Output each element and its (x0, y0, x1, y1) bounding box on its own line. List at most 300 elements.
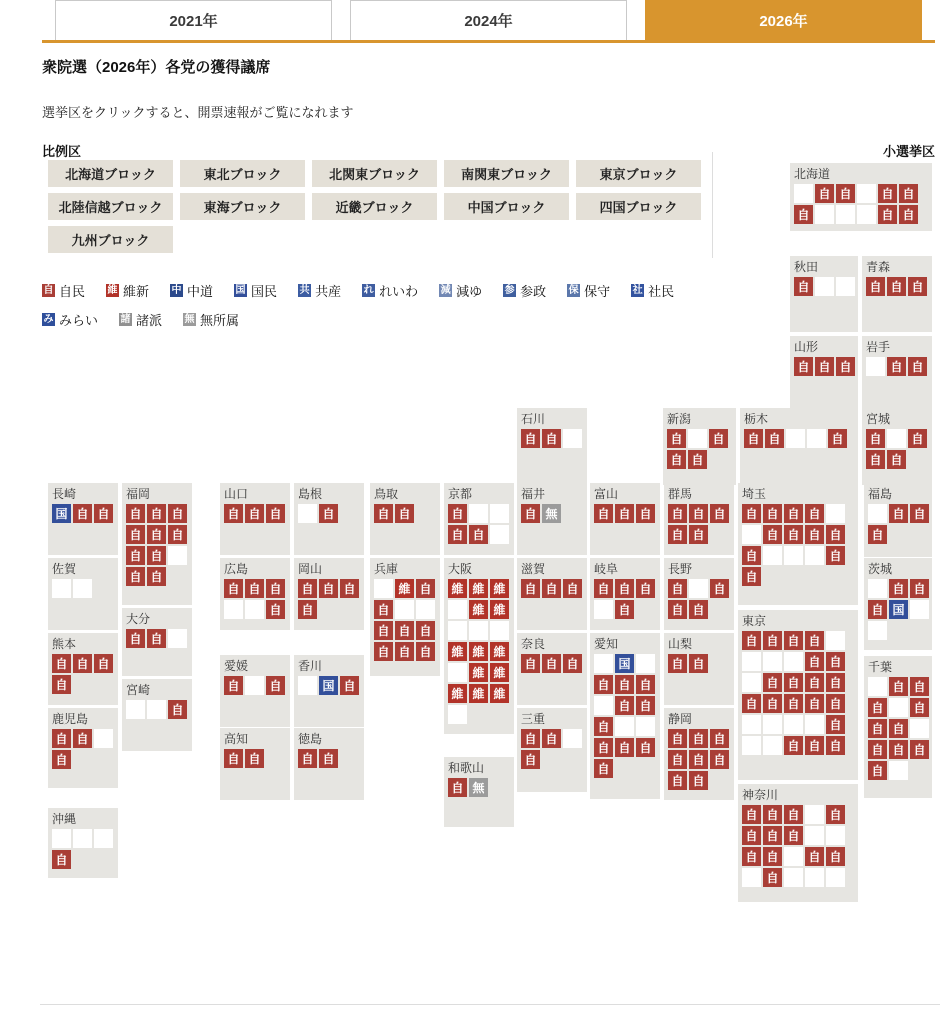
district-seat-undecided[interactable] (826, 826, 845, 845)
district-seat-undecided[interactable] (688, 429, 707, 448)
district-seat-自民[interactable]: 自 (784, 805, 803, 824)
prefecture-和歌山[interactable] (444, 757, 514, 827)
district-seat-自民[interactable]: 自 (615, 738, 634, 757)
district-seat-undecided[interactable] (73, 579, 92, 598)
district-seat-自民[interactable]: 自 (298, 579, 317, 598)
prefecture-佐賀[interactable] (48, 558, 118, 630)
district-seat-自民[interactable]: 自 (763, 525, 782, 544)
district-seat-自民[interactable]: 自 (866, 277, 885, 296)
district-seat-自民[interactable]: 自 (266, 504, 285, 523)
prefecture-新潟[interactable] (663, 408, 736, 485)
district-seat-国民[interactable]: 国 (319, 676, 338, 695)
district-seat-自民[interactable]: 自 (73, 654, 92, 673)
district-seat-自民[interactable]: 自 (126, 567, 145, 586)
prefecture-山形[interactable] (790, 336, 858, 412)
district-seat-undecided[interactable] (94, 729, 113, 748)
district-seat-自民[interactable]: 自 (374, 504, 393, 523)
district-seat-undecided[interactable] (742, 868, 761, 887)
district-seat-自民[interactable]: 自 (826, 525, 845, 544)
district-seat-自民[interactable]: 自 (805, 847, 824, 866)
district-seat-自民[interactable]: 自 (889, 740, 908, 759)
district-seat-自民[interactable]: 自 (710, 750, 729, 769)
district-seat-自民[interactable]: 自 (594, 579, 613, 598)
district-seat-自民[interactable]: 自 (899, 184, 918, 203)
district-seat-自民[interactable]: 自 (742, 631, 761, 650)
district-seat-undecided[interactable] (868, 677, 887, 696)
district-seat-自民[interactable]: 自 (615, 600, 634, 619)
district-seat-undecided[interactable] (815, 205, 834, 224)
prefecture-福井[interactable] (517, 483, 587, 555)
prefecture-島根[interactable] (294, 483, 364, 555)
district-seat-自民[interactable]: 自 (878, 184, 897, 203)
district-seat-自民[interactable]: 自 (887, 357, 906, 376)
prefecture-愛媛[interactable] (220, 655, 290, 727)
district-seat-自民[interactable]: 自 (374, 621, 393, 640)
district-seat-維新[interactable]: 維 (490, 642, 509, 661)
district-seat-自民[interactable]: 自 (521, 579, 540, 598)
district-seat-undecided[interactable] (490, 621, 509, 640)
district-seat-自民[interactable]: 自 (448, 525, 467, 544)
district-seat-自民[interactable]: 自 (889, 579, 908, 598)
prefecture-千葉[interactable] (864, 656, 932, 798)
district-seat-自民[interactable]: 自 (836, 357, 855, 376)
district-seat-undecided[interactable] (805, 826, 824, 845)
district-seat-自民[interactable]: 自 (866, 450, 885, 469)
district-seat-undecided[interactable] (826, 504, 845, 523)
district-seat-自民[interactable]: 自 (147, 525, 166, 544)
district-seat-自民[interactable]: 自 (784, 525, 803, 544)
district-seat-undecided[interactable] (784, 546, 803, 565)
district-seat-undecided[interactable] (805, 805, 824, 824)
district-seat-自民[interactable]: 自 (784, 826, 803, 845)
district-seat-undecided[interactable] (73, 829, 92, 848)
prefecture-鳥取[interactable] (370, 483, 440, 555)
district-seat-undecided[interactable] (836, 277, 855, 296)
district-seat-自民[interactable]: 自 (52, 850, 71, 869)
district-seat-自民[interactable]: 自 (899, 205, 918, 224)
district-seat-自民[interactable]: 自 (826, 546, 845, 565)
prefecture-奈良[interactable] (517, 633, 587, 705)
prefecture-滋賀[interactable] (517, 558, 587, 630)
district-seat-自民[interactable]: 自 (910, 579, 929, 598)
district-seat-自民[interactable]: 自 (826, 805, 845, 824)
district-seat-自民[interactable]: 自 (636, 738, 655, 757)
district-seat-undecided[interactable] (469, 621, 488, 640)
district-seat-自民[interactable]: 自 (826, 736, 845, 755)
district-seat-undecided[interactable] (805, 546, 824, 565)
district-seat-自民[interactable]: 自 (374, 600, 393, 619)
district-seat-自民[interactable]: 自 (168, 525, 187, 544)
district-seat-undecided[interactable] (742, 736, 761, 755)
district-seat-自民[interactable]: 自 (147, 567, 166, 586)
pr-block-button[interactable]: 北関東ブロック (312, 160, 437, 187)
district-seat-自民[interactable]: 自 (542, 729, 561, 748)
tab-2021[interactable]: 2021年 (55, 0, 332, 40)
district-seat-自民[interactable]: 自 (168, 700, 187, 719)
district-seat-undecided[interactable] (763, 652, 782, 671)
district-seat-自民[interactable]: 自 (416, 579, 435, 598)
prefecture-茨城[interactable] (864, 558, 932, 650)
district-seat-自民[interactable]: 自 (615, 675, 634, 694)
district-seat-自民[interactable]: 自 (689, 525, 708, 544)
district-seat-維新[interactable]: 維 (490, 600, 509, 619)
district-seat-自民[interactable]: 自 (710, 504, 729, 523)
pr-block-button[interactable]: 東京ブロック (576, 160, 701, 187)
prefecture-京都[interactable] (444, 483, 514, 555)
prefecture-栃木[interactable] (740, 408, 858, 485)
district-seat-undecided[interactable] (689, 579, 708, 598)
district-seat-自民[interactable]: 自 (636, 504, 655, 523)
district-seat-undecided[interactable] (742, 673, 761, 692)
district-seat-自民[interactable]: 自 (826, 673, 845, 692)
pr-block-button[interactable]: 南関東ブロック (444, 160, 569, 187)
district-seat-自民[interactable]: 自 (689, 771, 708, 790)
district-seat-自民[interactable]: 自 (765, 429, 784, 448)
district-seat-自民[interactable]: 自 (836, 184, 855, 203)
district-seat-undecided[interactable] (826, 868, 845, 887)
pr-block-button[interactable]: 北海道ブロック (48, 160, 173, 187)
district-seat-自民[interactable]: 自 (52, 675, 71, 694)
district-seat-自民[interactable]: 自 (594, 738, 613, 757)
district-seat-自民[interactable]: 自 (126, 629, 145, 648)
district-seat-維新[interactable]: 維 (469, 663, 488, 682)
district-seat-undecided[interactable] (866, 357, 885, 376)
prefecture-山梨[interactable] (664, 633, 734, 705)
district-seat-自民[interactable]: 自 (878, 205, 897, 224)
district-seat-自民[interactable]: 自 (448, 778, 467, 797)
prefecture-熊本[interactable] (48, 633, 118, 705)
pr-block-button[interactable]: 四国ブロック (576, 193, 701, 220)
prefecture-宮崎[interactable] (122, 679, 192, 751)
district-seat-自民[interactable]: 自 (826, 847, 845, 866)
prefecture-長崎[interactable] (48, 483, 118, 555)
district-seat-自民[interactable]: 自 (868, 600, 887, 619)
district-seat-自民[interactable]: 自 (126, 525, 145, 544)
prefecture-埼玉[interactable] (738, 483, 858, 605)
district-seat-自民[interactable]: 自 (908, 277, 927, 296)
district-seat-自民[interactable]: 自 (784, 504, 803, 523)
district-seat-自民[interactable]: 自 (784, 673, 803, 692)
district-seat-維新[interactable]: 維 (490, 579, 509, 598)
district-seat-undecided[interactable] (94, 829, 113, 848)
district-seat-自民[interactable]: 自 (889, 719, 908, 738)
district-seat-自民[interactable]: 自 (742, 567, 761, 586)
district-seat-自民[interactable]: 自 (298, 749, 317, 768)
district-seat-維新[interactable]: 維 (469, 684, 488, 703)
district-seat-自民[interactable]: 自 (73, 729, 92, 748)
district-seat-undecided[interactable] (147, 700, 166, 719)
district-seat-自民[interactable]: 自 (868, 740, 887, 759)
district-seat-自民[interactable]: 自 (668, 525, 687, 544)
prefecture-群馬[interactable] (664, 483, 734, 555)
district-seat-自民[interactable]: 自 (710, 579, 729, 598)
district-seat-自民[interactable]: 自 (887, 277, 906, 296)
district-seat-undecided[interactable] (910, 719, 929, 738)
district-seat-undecided[interactable] (742, 715, 761, 734)
tab-2024[interactable]: 2024年 (350, 0, 627, 40)
district-seat-自民[interactable]: 自 (594, 759, 613, 778)
prefecture-福岡[interactable] (122, 483, 192, 605)
district-seat-undecided[interactable] (469, 504, 488, 523)
district-seat-自民[interactable]: 自 (763, 504, 782, 523)
district-seat-自民[interactable]: 自 (224, 504, 243, 523)
district-seat-自民[interactable]: 自 (168, 504, 187, 523)
district-seat-自民[interactable]: 自 (763, 847, 782, 866)
district-seat-自民[interactable]: 自 (521, 654, 540, 673)
prefecture-愛知[interactable] (590, 633, 660, 799)
district-seat-維新[interactable]: 維 (448, 684, 467, 703)
district-seat-自民[interactable]: 自 (868, 719, 887, 738)
district-seat-undecided[interactable] (224, 600, 243, 619)
district-seat-自民[interactable]: 自 (784, 694, 803, 713)
district-seat-自民[interactable]: 自 (147, 546, 166, 565)
district-seat-自民[interactable]: 自 (319, 579, 338, 598)
district-seat-自民[interactable]: 自 (319, 504, 338, 523)
district-seat-自民[interactable]: 自 (763, 694, 782, 713)
district-seat-自民[interactable]: 自 (668, 600, 687, 619)
district-seat-undecided[interactable] (168, 629, 187, 648)
district-seat-自民[interactable]: 自 (416, 642, 435, 661)
district-seat-自民[interactable]: 自 (94, 654, 113, 673)
district-seat-自民[interactable]: 自 (374, 642, 393, 661)
district-seat-自民[interactable]: 自 (224, 676, 243, 695)
district-seat-自民[interactable]: 自 (826, 694, 845, 713)
district-seat-undecided[interactable] (448, 663, 467, 682)
district-seat-undecided[interactable] (887, 429, 906, 448)
district-seat-undecided[interactable] (889, 761, 908, 780)
district-seat-自民[interactable]: 自 (910, 504, 929, 523)
prefecture-福島[interactable] (864, 483, 932, 557)
district-seat-維新[interactable]: 維 (395, 579, 414, 598)
district-seat-自民[interactable]: 自 (245, 504, 264, 523)
district-seat-undecided[interactable] (868, 504, 887, 523)
district-seat-自民[interactable]: 自 (147, 504, 166, 523)
district-seat-自民[interactable]: 自 (126, 546, 145, 565)
district-seat-自民[interactable]: 自 (805, 736, 824, 755)
tab-2026[interactable]: 2026年 (645, 0, 922, 40)
district-seat-自民[interactable]: 自 (689, 729, 708, 748)
district-seat-自民[interactable]: 自 (73, 504, 92, 523)
district-seat-undecided[interactable] (742, 652, 761, 671)
district-seat-自民[interactable]: 自 (615, 696, 634, 715)
district-seat-自民[interactable]: 自 (887, 450, 906, 469)
district-seat-自民[interactable]: 自 (868, 761, 887, 780)
district-seat-自民[interactable]: 自 (615, 579, 634, 598)
district-seat-自民[interactable]: 自 (709, 429, 728, 448)
district-seat-自民[interactable]: 自 (908, 357, 927, 376)
district-seat-自民[interactable]: 自 (710, 729, 729, 748)
district-seat-自民[interactable]: 自 (794, 205, 813, 224)
district-seat-自民[interactable]: 自 (910, 698, 929, 717)
district-seat-自民[interactable]: 自 (298, 600, 317, 619)
district-seat-自民[interactable]: 自 (521, 729, 540, 748)
district-seat-自民[interactable]: 自 (542, 654, 561, 673)
pr-block-button[interactable]: 北陸信越ブロック (48, 193, 173, 220)
prefecture-岐阜[interactable] (590, 558, 660, 630)
prefecture-大阪[interactable] (444, 558, 514, 734)
district-seat-自民[interactable]: 自 (742, 546, 761, 565)
district-seat-自民[interactable]: 自 (742, 504, 761, 523)
district-seat-undecided[interactable] (490, 504, 509, 523)
prefecture-北海道[interactable] (790, 163, 932, 231)
district-seat-自民[interactable]: 自 (636, 675, 655, 694)
prefecture-青森[interactable] (862, 256, 932, 332)
district-seat-自民[interactable]: 自 (416, 621, 435, 640)
prefecture-大分[interactable] (122, 608, 192, 676)
district-seat-自民[interactable]: 自 (742, 694, 761, 713)
district-seat-自民[interactable]: 自 (763, 805, 782, 824)
prefecture-長野[interactable] (664, 558, 734, 630)
prefecture-神奈川[interactable] (738, 784, 858, 902)
district-seat-自民[interactable]: 自 (910, 740, 929, 759)
district-seat-自民[interactable]: 自 (395, 504, 414, 523)
district-seat-自民[interactable]: 自 (319, 749, 338, 768)
district-seat-自民[interactable]: 自 (395, 621, 414, 640)
district-seat-undecided[interactable] (857, 205, 876, 224)
pr-block-button[interactable]: 中国ブロック (444, 193, 569, 220)
district-seat-自民[interactable]: 自 (395, 642, 414, 661)
district-seat-自民[interactable]: 自 (667, 429, 686, 448)
district-seat-自民[interactable]: 自 (763, 868, 782, 887)
district-seat-維新[interactable]: 維 (469, 579, 488, 598)
district-seat-undecided[interactable] (168, 546, 187, 565)
district-seat-自民[interactable]: 自 (668, 729, 687, 748)
district-seat-自民[interactable]: 自 (521, 429, 540, 448)
district-seat-undecided[interactable] (636, 717, 655, 736)
district-seat-自民[interactable]: 自 (815, 184, 834, 203)
prefecture-富山[interactable] (590, 483, 660, 555)
district-seat-undecided[interactable] (826, 631, 845, 650)
district-seat-自民[interactable]: 自 (266, 579, 285, 598)
district-seat-undecided[interactable] (298, 504, 317, 523)
district-seat-undecided[interactable] (868, 579, 887, 598)
district-seat-自民[interactable]: 自 (52, 729, 71, 748)
prefecture-静岡[interactable] (664, 708, 734, 800)
prefecture-東京[interactable] (738, 610, 858, 780)
district-seat-undecided[interactable] (742, 525, 761, 544)
pr-block-button[interactable]: 東海ブロック (180, 193, 305, 220)
district-seat-自民[interactable]: 自 (815, 357, 834, 376)
district-seat-自民[interactable]: 自 (794, 357, 813, 376)
district-seat-自民[interactable]: 自 (784, 631, 803, 650)
district-seat-国民[interactable]: 国 (615, 654, 634, 673)
district-seat-自民[interactable]: 自 (469, 525, 488, 544)
district-seat-自民[interactable]: 自 (805, 673, 824, 692)
district-seat-undecided[interactable] (763, 546, 782, 565)
district-seat-自民[interactable]: 自 (636, 579, 655, 598)
prefecture-兵庫[interactable] (370, 558, 440, 676)
district-seat-自民[interactable]: 自 (910, 677, 929, 696)
district-seat-維新[interactable]: 維 (469, 642, 488, 661)
district-seat-undecided[interactable] (784, 847, 803, 866)
prefecture-徳島[interactable] (294, 728, 364, 800)
district-seat-自民[interactable]: 自 (615, 504, 634, 523)
district-seat-自民[interactable]: 自 (689, 654, 708, 673)
prefecture-沖縄[interactable] (48, 808, 118, 878)
district-seat-undecided[interactable] (805, 868, 824, 887)
pr-block-button[interactable]: 近畿ブロック (312, 193, 437, 220)
district-seat-undecided[interactable] (594, 600, 613, 619)
district-seat-自民[interactable]: 自 (594, 675, 613, 694)
prefecture-石川[interactable] (517, 408, 587, 485)
district-seat-自民[interactable]: 自 (805, 504, 824, 523)
district-seat-undecided[interactable] (784, 868, 803, 887)
prefecture-香川[interactable] (294, 655, 364, 727)
district-seat-自民[interactable]: 自 (340, 676, 359, 695)
district-seat-undecided[interactable] (416, 600, 435, 619)
district-seat-undecided[interactable] (868, 621, 887, 640)
district-seat-自民[interactable]: 自 (805, 525, 824, 544)
district-seat-undecided[interactable] (245, 600, 264, 619)
district-seat-undecided[interactable] (52, 829, 71, 848)
district-seat-undecided[interactable] (763, 715, 782, 734)
district-seat-undecided[interactable] (763, 736, 782, 755)
district-seat-自民[interactable]: 自 (668, 654, 687, 673)
district-seat-自民[interactable]: 自 (742, 826, 761, 845)
district-seat-自民[interactable]: 自 (147, 629, 166, 648)
district-seat-undecided[interactable] (563, 429, 582, 448)
district-seat-自民[interactable]: 自 (52, 750, 71, 769)
pr-block-button[interactable]: 東北ブロック (180, 160, 305, 187)
district-seat-自民[interactable]: 自 (763, 826, 782, 845)
district-seat-自民[interactable]: 自 (521, 504, 540, 523)
district-seat-自民[interactable]: 自 (689, 750, 708, 769)
prefecture-広島[interactable] (220, 558, 290, 630)
district-seat-undecided[interactable] (245, 676, 264, 695)
district-seat-undecided[interactable] (448, 600, 467, 619)
district-seat-undecided[interactable] (563, 729, 582, 748)
district-seat-undecided[interactable] (805, 715, 824, 734)
district-seat-undecided[interactable] (448, 621, 467, 640)
district-seat-自民[interactable]: 自 (94, 504, 113, 523)
district-seat-自民[interactable]: 自 (521, 750, 540, 769)
district-seat-自民[interactable]: 自 (828, 429, 847, 448)
district-seat-自民[interactable]: 自 (688, 450, 707, 469)
district-seat-自民[interactable]: 自 (889, 677, 908, 696)
district-seat-undecided[interactable] (807, 429, 826, 448)
district-seat-undecided[interactable] (784, 652, 803, 671)
district-seat-自民[interactable]: 自 (52, 654, 71, 673)
prefecture-鹿児島[interactable] (48, 708, 118, 788)
district-seat-undecided[interactable] (298, 676, 317, 695)
district-seat-自民[interactable]: 自 (563, 654, 582, 673)
district-seat-自民[interactable]: 自 (266, 676, 285, 695)
district-seat-維新[interactable]: 維 (469, 600, 488, 619)
district-seat-自民[interactable]: 自 (763, 673, 782, 692)
district-seat-自民[interactable]: 自 (636, 696, 655, 715)
district-seat-undecided[interactable] (786, 429, 805, 448)
district-seat-undecided[interactable] (794, 184, 813, 203)
district-seat-自民[interactable]: 自 (763, 631, 782, 650)
district-seat-undecided[interactable] (636, 654, 655, 673)
district-seat-国民[interactable]: 国 (52, 504, 71, 523)
district-seat-自民[interactable]: 自 (805, 631, 824, 650)
district-seat-自民[interactable]: 自 (126, 504, 145, 523)
district-seat-維新[interactable]: 維 (490, 684, 509, 703)
prefecture-宮城[interactable] (862, 408, 932, 485)
district-seat-自民[interactable]: 自 (742, 805, 761, 824)
district-seat-自民[interactable]: 自 (594, 504, 613, 523)
district-seat-undecided[interactable] (126, 700, 145, 719)
district-seat-undecided[interactable] (374, 579, 393, 598)
district-seat-自民[interactable]: 自 (826, 715, 845, 734)
district-seat-無所属[interactable]: 無 (542, 504, 561, 523)
district-seat-自民[interactable]: 自 (744, 429, 763, 448)
prefecture-山口[interactable] (220, 483, 290, 555)
district-seat-undecided[interactable] (615, 717, 634, 736)
district-seat-undecided[interactable] (857, 184, 876, 203)
district-seat-undecided[interactable] (594, 654, 613, 673)
